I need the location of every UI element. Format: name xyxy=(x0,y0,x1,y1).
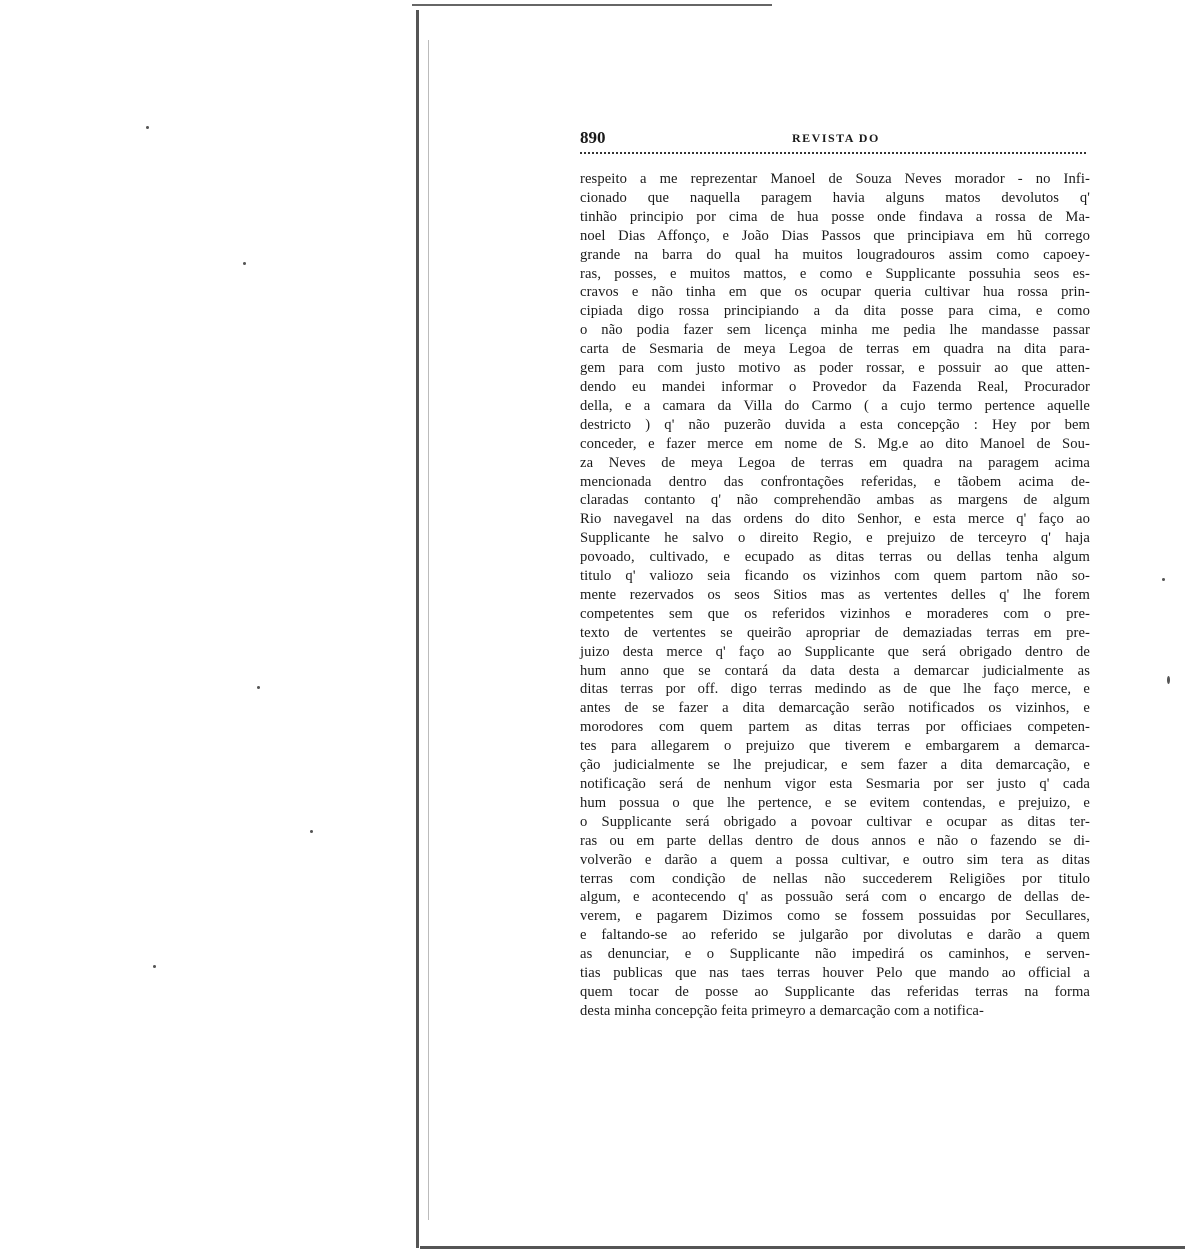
text-line: texto de vertentes se queirão apropriar de demaziadas terras em pre- xyxy=(580,624,1090,641)
gutter-inner-line xyxy=(428,40,429,1220)
text-line: carta de Sesmaria de meya Legoa de terras em quadra na dita para- xyxy=(580,341,1090,358)
text-line: cipiada digo rossa principiando a da dita posse para cima, e como xyxy=(580,303,1090,320)
text-line: hum possua o que lhe pertence, e se evitem contendas, e prejuizo, e xyxy=(580,794,1090,811)
scan-speck xyxy=(153,965,156,968)
text-line: juizo desta merce q' faço ao Supplicante que será obrigado dentro de xyxy=(580,643,1090,660)
page-number: 890 xyxy=(580,128,606,147)
gutter-edge-line xyxy=(416,10,419,1248)
text-line: as denunciar, e o Supplicante não impedirá os caminhos, e serven- xyxy=(580,946,1090,963)
text-line: ção judicialmente se lhe prejudicar, e sem fazer a dita demarcação, e xyxy=(580,757,1090,774)
text-line: mencionada dentro das confrontações referidas, e tãobem acima de- xyxy=(580,473,1090,490)
text-line: volverão e darão a quem a possa cultivar, e outro sim tera as ditas xyxy=(580,851,1090,868)
text-line: della, e a camara da Villa do Carmo ( a cujo termo pertence aquelle xyxy=(580,397,1090,414)
text-line: za Neves de meya Legoa de terras em quadra na paragem acima xyxy=(580,454,1090,471)
text-line: dendo eu mandei informar o Provedor da Fazenda Real, Procurador xyxy=(580,378,1090,395)
text-line: hum anno que se contará da data desta a demarcar judicialmente as xyxy=(580,662,1090,679)
text-line: cravos e não tinha em que os ocupar queria cultivar hua rossa prin- xyxy=(580,284,1090,301)
text-line: gem para com justo motivo as poder rossar, e possuir ao que atten- xyxy=(580,360,1090,377)
text-line: quem tocar de posse ao Supplicante das referidas terras na forma xyxy=(580,983,1090,1000)
scan-speck xyxy=(1162,578,1165,581)
text-line: morodores com quem partem as ditas terras por officiaes competen- xyxy=(580,719,1090,736)
text-line: desta minha concepção feita primeyro a demarcação com a notifica- xyxy=(580,1002,984,1019)
scan-speck xyxy=(243,262,246,265)
text-line: o Supplicante será obrigado a povoar cultivar e ocupar as ditas ter- xyxy=(580,813,1090,830)
text-line: povoado, cultivado, e ecupado as ditas terras ou dellas tenha algum xyxy=(580,549,1090,566)
text-line: verem, e pagarem Dizimos como se fossem possuidas por Secullares, xyxy=(580,908,1090,925)
text-line: ditas terras por off. digo terras medindo as de que lhe faço merce, e xyxy=(580,681,1090,698)
text-line: Rio navegavel na das ordens do dito Senhor, e esta merce q' faço ao xyxy=(580,511,1090,528)
text-line: e faltando-se ao referido se julgarão por divolutas e darão a quem xyxy=(580,927,1090,944)
scan-speck xyxy=(1167,676,1170,684)
text-line: titulo q' valiozo seia ficando os vizinhos com quem partom não so- xyxy=(580,568,1090,585)
text-line: Supplicante he salvo o direito Regio, e prejuizo de terceyro q' haja xyxy=(580,530,1090,547)
body-text xyxy=(580,170,1090,1021)
page-edge-bottom xyxy=(420,1246,1185,1249)
text-line: competentes sem que os referidos vizinhos e moraderes com o pre- xyxy=(580,605,1090,622)
text-line: algum, e acontecendo q' as possuão será com o encargo de dellas de- xyxy=(580,889,1090,906)
text-line: cionado que naquella paragem havia alguns matos devolutos q' xyxy=(580,189,1090,206)
text-line: antes de se fazer a dita demarcação serão notificados os vizinhos, e xyxy=(580,700,1090,717)
text-line: ras, posses, e muitos mattos, e como e Supplicante possuhia seos es- xyxy=(580,265,1090,282)
text-line: terras com condição de nellas não succederem Religiões por titulo xyxy=(580,870,1090,887)
text-line: tias publicas que nas taes terras houver Pelo que mando ao official a xyxy=(580,965,1090,982)
text-line: claradas contanto q' não comprehendão ambas as margens de algum xyxy=(580,492,1090,509)
text-line: grande na barra do qual ha muitos lougradouros assim como capoey- xyxy=(580,246,1090,263)
text-line: destricto ) q' não puzerão duvida a esta concepção : Hey por bem xyxy=(580,416,1090,433)
text-line: mente rezervados os seos Sitios mas as vertentes delles q' lhe forem xyxy=(580,586,1090,603)
text-line: tes para allegarem o prejuizo que tiverem e embargarem a demarca- xyxy=(580,738,1090,755)
scan-speck xyxy=(310,830,313,833)
book-gutter xyxy=(408,0,448,1258)
text-line: noel Dias Affonço, e João Dias Passos que principiava em hũ corrego xyxy=(580,227,1090,244)
text-line: o não podia fazer sem licença minha me pedia lhe mandasse passar xyxy=(580,322,1090,339)
text-line: tinhão principio por cima de hua posse onde findava a rossa de Ma- xyxy=(580,208,1090,225)
text-line: conceder, e fazer merce em nome de S. Mg.e ao dito Manoel de Sou- xyxy=(580,435,1090,452)
running-head: REVISTA DO xyxy=(792,131,880,145)
text-line: respeito a me reprezentar Manoel de Souza Neves morador - no Infi- xyxy=(580,171,1090,187)
text-line: notificação será de nenhum vigor esta Sesmaria por ser justo q' cada xyxy=(580,776,1090,792)
page-header xyxy=(580,128,1086,150)
text-line: ras ou em parte dellas dentro de dous annos e não o fazendo se di- xyxy=(580,832,1090,849)
scan-speck xyxy=(146,126,149,129)
scan-speck xyxy=(257,686,260,689)
page-edge-top xyxy=(412,4,772,6)
header-rule xyxy=(580,152,1086,156)
